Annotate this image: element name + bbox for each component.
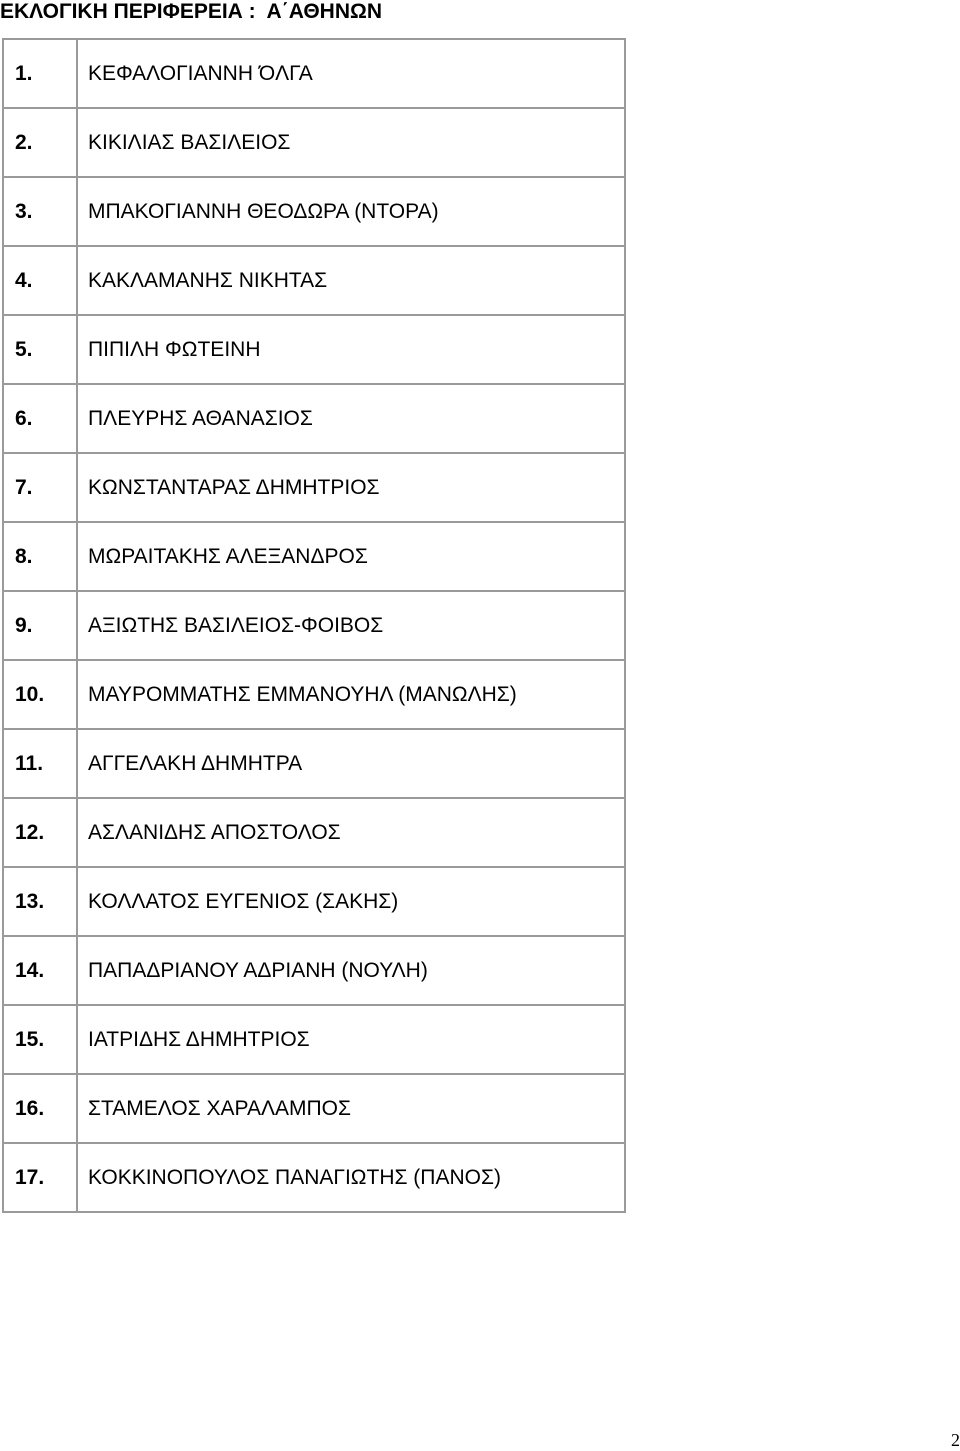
candidate-name: ΠΛΕΥΡΗΣ ΑΘΑΝΑΣΙΟΣ — [77, 384, 625, 453]
candidate-number: 14. — [3, 936, 77, 1005]
table-row — [3, 177, 625, 246]
table-row — [3, 1074, 625, 1143]
candidate-name: ΚΙΚΙΛΙΑΣ ΒΑΣΙΛΕΙΟΣ — [77, 108, 625, 177]
candidate-number: 9. — [3, 591, 77, 660]
table-row — [3, 660, 625, 729]
table-row — [3, 108, 625, 177]
candidate-name: ΚΕΦΑΛΟΓΙΑΝΝΗ ΌΛΓΑ — [77, 39, 625, 108]
candidate-name: ΜΩΡΑΙΤΑΚΗΣ ΑΛΕΞΑΝΔΡΟΣ — [77, 522, 625, 591]
candidate-name: ΣΤΑΜΕΛΟΣ ΧΑΡΑΛΑΜΠΟΣ — [77, 1074, 625, 1143]
candidate-number: 7. — [3, 453, 77, 522]
candidate-name: ΙΑΤΡΙΔΗΣ ΔΗΜΗΤΡΙΟΣ — [77, 1005, 625, 1074]
table-row — [3, 1143, 625, 1212]
table-row — [3, 453, 625, 522]
table-row — [3, 867, 625, 936]
table-row — [3, 729, 625, 798]
candidate-number: 6. — [3, 384, 77, 453]
table-row — [3, 246, 625, 315]
candidate-number: 5. — [3, 315, 77, 384]
candidate-number: 10. — [3, 660, 77, 729]
candidate-name: ΑΓΓΕΛΑΚΗ ΔΗΜΗΤΡΑ — [77, 729, 625, 798]
candidate-number: 13. — [3, 867, 77, 936]
candidate-name: ΚΩΝΣΤΑΝΤΑΡΑΣ ΔΗΜΗΤΡΙΟΣ — [77, 453, 625, 522]
table-row — [3, 798, 625, 867]
candidate-number: 2. — [3, 108, 77, 177]
candidate-table — [2, 38, 626, 1213]
candidate-name: ΜΠΑΚΟΓΙΑΝΝΗ ΘΕΟΔΩΡΑ (ΝΤΟΡΑ) — [77, 177, 625, 246]
candidate-name: ΚΑΚΛΑΜΑΝΗΣ ΝΙΚΗΤΑΣ — [77, 246, 625, 315]
page-title: ΕΚΛΟΓΙΚΗ ΠΕΡΙΦΕΡΕΙΑ : Α΄ΑΘΗΝΩΝ — [0, 0, 382, 23]
candidate-number: 15. — [3, 1005, 77, 1074]
candidate-number: 12. — [3, 798, 77, 867]
table-row — [3, 39, 625, 108]
table-row — [3, 1005, 625, 1074]
candidate-number: 17. — [3, 1143, 77, 1212]
candidate-name: ΜΑΥΡΟΜΜΑΤΗΣ ΕΜΜΑΝΟΥΗΛ (ΜΑΝΩΛΗΣ) — [77, 660, 625, 729]
candidate-name: ΑΣΛΑΝΙΔΗΣ ΑΠΟΣΤΟΛΟΣ — [77, 798, 625, 867]
candidate-name: ΠΑΠΑΔΡΙΑΝΟΥ ΑΔΡΙΑΝΗ (ΝΟΥΛΗ) — [77, 936, 625, 1005]
candidate-number: 11. — [3, 729, 77, 798]
table-row — [3, 384, 625, 453]
candidate-number: 8. — [3, 522, 77, 591]
candidate-number: 1. — [3, 39, 77, 108]
table-row — [3, 315, 625, 384]
candidate-number: 3. — [3, 177, 77, 246]
candidate-name: ΚΟΛΛΑΤΟΣ ΕΥΓΕΝΙΟΣ (ΣΑΚΗΣ) — [77, 867, 625, 936]
candidate-name: ΠΙΠΙΛΗ ΦΩΤΕΙΝΗ — [77, 315, 625, 384]
table-row — [3, 936, 625, 1005]
table-row — [3, 522, 625, 591]
candidate-number: 4. — [3, 246, 77, 315]
candidate-name: ΑΞΙΩΤΗΣ ΒΑΣΙΛΕΙΟΣ-ΦΟΙΒΟΣ — [77, 591, 625, 660]
page-number: 2 — [951, 1430, 960, 1450]
candidate-name: ΚΟΚΚΙΝΟΠΟΥΛΟΣ ΠΑΝΑΓΙΩΤΗΣ (ΠΑΝΟΣ) — [77, 1143, 625, 1212]
table-row — [3, 591, 625, 660]
candidate-number: 16. — [3, 1074, 77, 1143]
